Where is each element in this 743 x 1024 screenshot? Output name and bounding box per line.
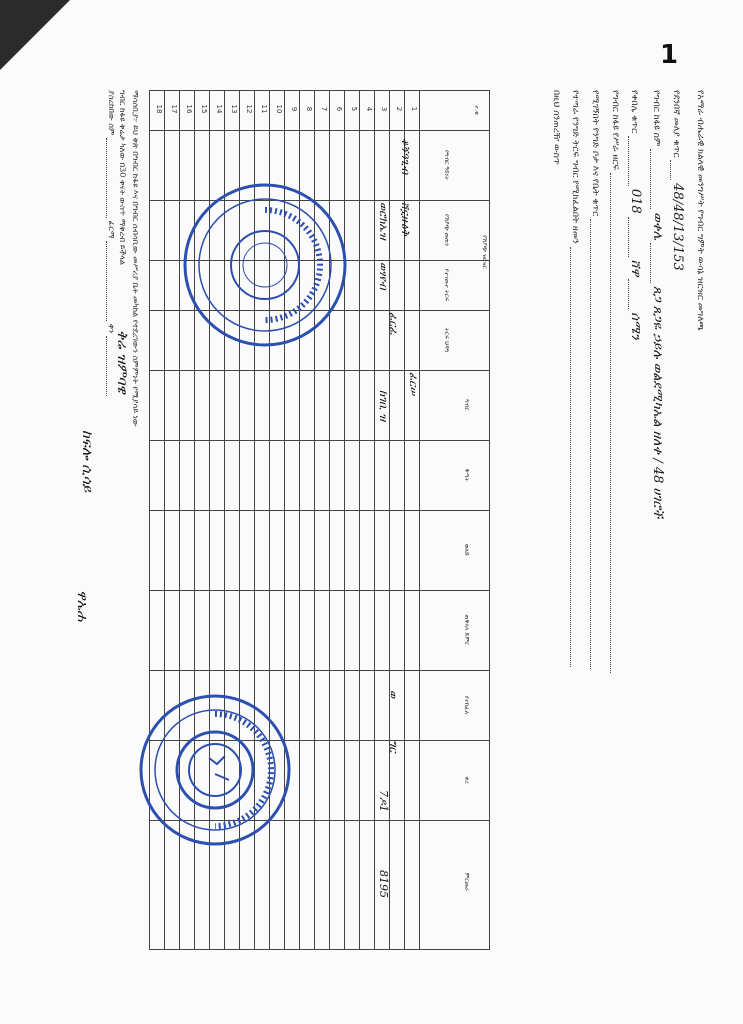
zone-value: ሰሜን xyxy=(628,312,643,340)
folded-corner xyxy=(0,0,70,70)
cell-r1-tax: ፈርሠ xyxy=(407,372,420,396)
sector-label: የግብር ከፋዩ የሥራ ዘርፍ xyxy=(610,90,620,171)
cell-r2-sales: ወሮክኤዝ xyxy=(377,202,390,240)
period-line xyxy=(570,90,581,667)
cell-r1-type: ቆኝዓጊብ xyxy=(399,138,412,175)
row-number: 2 xyxy=(395,106,403,112)
table-row-line xyxy=(374,90,375,950)
delivered-date-label: ቀን xyxy=(107,323,116,334)
row-number: 14 xyxy=(215,104,223,114)
workplace-value: ሸዋ xyxy=(628,259,643,277)
ref-value: 48/48/13/153 xyxy=(670,183,685,271)
cell-r1-sales: ሸኗዙፅቅ xyxy=(399,202,412,236)
official-stamp-1 xyxy=(180,180,350,350)
row-number: 15 xyxy=(200,104,208,114)
rotated-form xyxy=(74,90,715,950)
location-line xyxy=(590,90,601,669)
page-mark: 1 xyxy=(660,40,679,70)
row-number: 9 xyxy=(290,106,298,112)
col-header-paid: የተከፈለ xyxy=(463,695,470,715)
row-number: 3 xyxy=(380,106,388,112)
row-number: 13 xyxy=(230,104,238,114)
signature-3: ዋኤሐ xyxy=(74,590,90,622)
location-label: የሚገኝበት የንግድ ቦታ እና የቤት ቁጥር xyxy=(590,90,600,217)
row-number: 7 xyxy=(320,106,328,112)
row-number: 1 xyxy=(410,106,418,112)
cell-r1-interest: ወ xyxy=(387,690,400,699)
taxpayer-label: የግብር ከፋዩ ስም xyxy=(651,90,661,147)
period-label: የተጣራ የንግድ ትርፍ ግብር የሚከፈልበት ዘመን xyxy=(570,90,580,244)
address-value: ጸጋ ጸጋዬ ኃይሉ ወልደሚካኤል ዘለቀ / 48 ሀገሮች xyxy=(650,285,665,519)
row-number: 17 xyxy=(170,104,178,114)
cell-r1-paid: 7ዶ1 xyxy=(377,790,390,813)
sector-line xyxy=(610,90,621,673)
col-header-penalty: ቅጣት xyxy=(463,468,470,482)
table-title: የሽያጭ ዝርዝር xyxy=(481,235,488,269)
ref-line xyxy=(670,90,685,271)
footer-note-1: ማሳሰቢያ፦ ይህ ቅጽ በግብር ከፋዩ እና በግብር ሰብሳቢው መሥሪያ ቤት መካከል የተደረገውን ስምምነት የሚያሳይ ነው xyxy=(131,90,140,427)
kebele-line xyxy=(628,90,643,340)
signature-1: ቅሬ ዝምባዌ xyxy=(114,330,130,394)
cell-r2-profit: ወፃየብ xyxy=(377,262,390,290)
row-number: 10 xyxy=(275,104,283,114)
row-number: 6 xyxy=(335,106,343,112)
col-header-interest: ወለድ xyxy=(463,543,470,557)
row-number: 18 xyxy=(155,104,163,114)
ref-label: የደንበኛ መለያ ቁጥር xyxy=(671,90,681,158)
footer-note-2: ግብር ከፋዩ ቅሬታ ካለው በ30 ቀናት ውስጥ ማቅረብ ይችላል xyxy=(118,90,127,265)
taxpayer-line xyxy=(650,90,665,518)
cell-r1-margin: ፈርፈ xyxy=(387,312,400,335)
signature-2: ከፍሎ ሲሳይ xyxy=(79,430,95,493)
kebele-value: 018 xyxy=(628,188,643,214)
row-number: 11 xyxy=(260,104,268,114)
col-header-remarks: ምርመራ xyxy=(463,872,470,892)
kebele-label: የቀበሌ ቁጥር xyxy=(629,90,639,134)
row-number: 12 xyxy=(245,104,253,114)
delivered-sign-label: ፊርማ xyxy=(107,220,116,239)
row-number: 8 xyxy=(305,106,313,112)
note-label: በዚህ ሰንጠረዥ ውስጥ xyxy=(551,90,561,165)
cell-r1-penalty: ከገቢ ዝ xyxy=(377,390,390,422)
col-header-remaining: ቀሪ xyxy=(463,776,470,784)
cell-r1-total: ግር xyxy=(387,740,400,753)
row-number: 16 xyxy=(185,104,193,114)
table-row-line xyxy=(359,90,360,950)
col-header-total: ጠቅላላ ድምር xyxy=(463,614,470,646)
col-header-profit: የተገመተ ትርፍ xyxy=(443,268,450,302)
form-title: የአማራ ብሔራዊ ክልላዊ መንግሥት የግብር ግምት ውሳኔ ዝርዝር መግለጫ xyxy=(695,90,705,331)
col-header-sales: የሽያጭ መጠን xyxy=(443,213,450,247)
row-number: 5 xyxy=(350,106,358,112)
row-number: 4 xyxy=(365,106,373,112)
col-header-tax: ግብር xyxy=(463,399,470,411)
delivered-label: ያስረከበው ስም xyxy=(107,90,116,136)
note-line xyxy=(551,90,561,165)
col-header-no: ተ.ቁ xyxy=(473,104,480,116)
official-stamp-2 xyxy=(135,690,295,850)
taxpayer-value: ወቀሌ xyxy=(650,212,665,241)
cell-r1-remarks: 8195 xyxy=(377,870,390,898)
col-header-margin: ትርፍ ህዳግ xyxy=(443,327,450,353)
col-header-type: የግብር ዓይነት xyxy=(443,149,450,181)
